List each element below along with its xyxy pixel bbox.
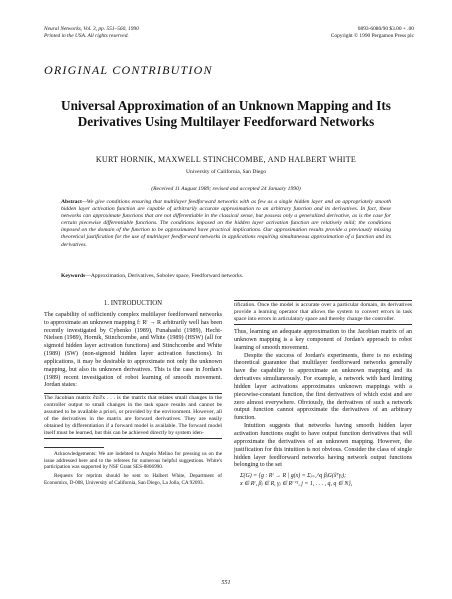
keywords-label: Keywords xyxy=(61,273,86,279)
formula-line-1: Σ(G) = {g : Rʳ → R | g(x) = Σⱼ₌₁^q βⱼG(x̃ᵀγⱼ); xyxy=(240,473,347,480)
jordan-quote-start: The Jacobian matrix ∂z/∂x . . . is the matrix that relates small changes in the controller output to small changes in the task space results and cannot be assumed to be available a priori, or provided by the environment. However, all of the derivatives in the matrix are forward derivatives. They are easily obtained by differentiation if a forward model is available. The forward model itself must be learned, but this can be achieved directly by system iden- xyxy=(44,393,222,439)
keywords xyxy=(61,273,391,279)
acknowledgements-footnote: Acknowledgements: We are indebted to Angelo Melino for pressing us on the issue addressed here and to the referees for numerous helpful suggestions. White's participation was supported by NSF Grant SES-8806990. xyxy=(44,451,222,471)
footnote-divider xyxy=(44,447,104,448)
affiliation-line-1: University of California, San Diego xyxy=(185,169,266,175)
jordan-quote-end: tification. Once the model is accurate over a particular domain, its derivatives provide a learning operator that allows the system to convert errors in task space into errors in articulatory space and thereby change the controller. xyxy=(234,300,412,325)
title-line-1: Universal Approximation of an Unknown Mapping and Its xyxy=(61,98,391,113)
journal-line-2: Printed in the USA. All rights reserved. xyxy=(44,33,129,39)
journal-citation xyxy=(44,26,139,40)
intro-paragraph-1: The capability of sufficiently complex multilayer feedforward networks to approximate an unknown mapping f: Rʳ → R arbitrarily well has been recently investigated by Cybenko (1989), Funahashi (1989), Hecht-Nielsen (1989), Hornik, Stinchcombe, and White (1989) (HSW) (all for sigmoid hidden layer activation functions) and Stinchcombe and White (1989) (SW) (non-sigmoid hidden layer activation functions). In applications, it may be desirable to approximate not only the unknown mapping, but also its unknown derivatives. This is the case in Jordan's (1989) recent investigation of robot learning of smooth movement. Jordan states: xyxy=(44,311,222,389)
abstract xyxy=(61,199,391,249)
abstract-text: —We give conditions ensuring that multilayer feedforward networks with as few as a single hidden layer and an appropriately smooth hidden layer activation function are capable of arbitrarily accurate approximation to an arbitrary function and its derivatives. In fact, these networks can approximate functions that are not differentiable in the classical sense, but possess only a generalized derivative, as is the case for certain piecewise differentiable functions. The conditions imposed on the hidden layer activation function are relatively mild; the conditions imposed on the domain of the function to be approximated have practical implications. Our approximation results provide a previously missing theoretical justification for the use of multilayer feedforward networks in applications requiring simultaneous approximation of a function and its derivatives. xyxy=(61,199,391,248)
abstract-label: Abstract xyxy=(61,199,82,205)
keywords-text: —Approximation, Derivatives, Sobolev space, Feedforward networks. xyxy=(85,273,244,279)
body-paragraph-thus: Thus, learning an adequate approximation to the Jacobian matrix of an unknown mapping is a key component of Jordan's approach to robot learning of smooth movement. xyxy=(234,329,412,351)
left-column xyxy=(44,300,222,488)
title-line-2: Derivatives Using Multilayer Feedforward Networks xyxy=(77,114,375,129)
reprints-footnote: Requests for reprints should be sent to Halbert White, Department of Economics, D-008, University of California, San Diego, La Jolla, CA 92093. xyxy=(44,473,222,486)
received-dates: (Received 11 August 1989; revised and accepted 24 January 1990) xyxy=(151,186,301,192)
section-heading-introduction: 1. INTRODUCTION xyxy=(103,300,163,307)
article-type-label: ORIGINAL CONTRIBUTION xyxy=(44,63,213,77)
affiliation xyxy=(30,169,422,176)
issn-line: 0893-6080/90 $3.00 + .00 xyxy=(357,26,414,32)
network-class-formula xyxy=(240,472,412,488)
paper-title xyxy=(30,98,422,130)
copyright-block xyxy=(331,26,414,40)
page-number: 551 xyxy=(221,580,231,586)
right-column xyxy=(234,300,412,488)
body-paragraph-intuition: Intuition suggests that networks having smooth hidden layer activation functions ought to have output function derivatives that will approximate the derivatives of an unknown mapping. However, the justification for this intuition is not obvious. Consider the class of single hidden layer feedforward networks having network output functions belonging to the set xyxy=(234,423,412,469)
formula-line-2: x ∈ Rʳ, βⱼ ∈ R, γⱼ ∈ Rʳ⁺¹, j = 1, . . . , q, q ∈ N}, xyxy=(240,481,353,488)
copyright-line: Copyright © 1990 Pergamon Press plc xyxy=(330,33,414,39)
body-paragraph-despite: Despite the success of Jordan's experiments, there is no existing theoretical guarantee that multilayer feedforward networks generally have the capability to approximate an unknown mapping and its derivatives simultaneously. For example, a network with hard limiting hidden layer activations approximates unknown mappings with a piecewise-constant function, the first derivatives of which exist and are zero almost everywhere. Obviously, the derivatives of such a network output function cannot approximate the derivatives of an arbitrary function. xyxy=(234,352,412,422)
author-list: KURT HORNIK, MAXWELL STINCHCOMBE, AND HALBERT WHITE xyxy=(95,155,357,164)
journal-line-1: Neural Networks, Vol. 3, pp. 551–560, 1990 xyxy=(44,26,139,32)
